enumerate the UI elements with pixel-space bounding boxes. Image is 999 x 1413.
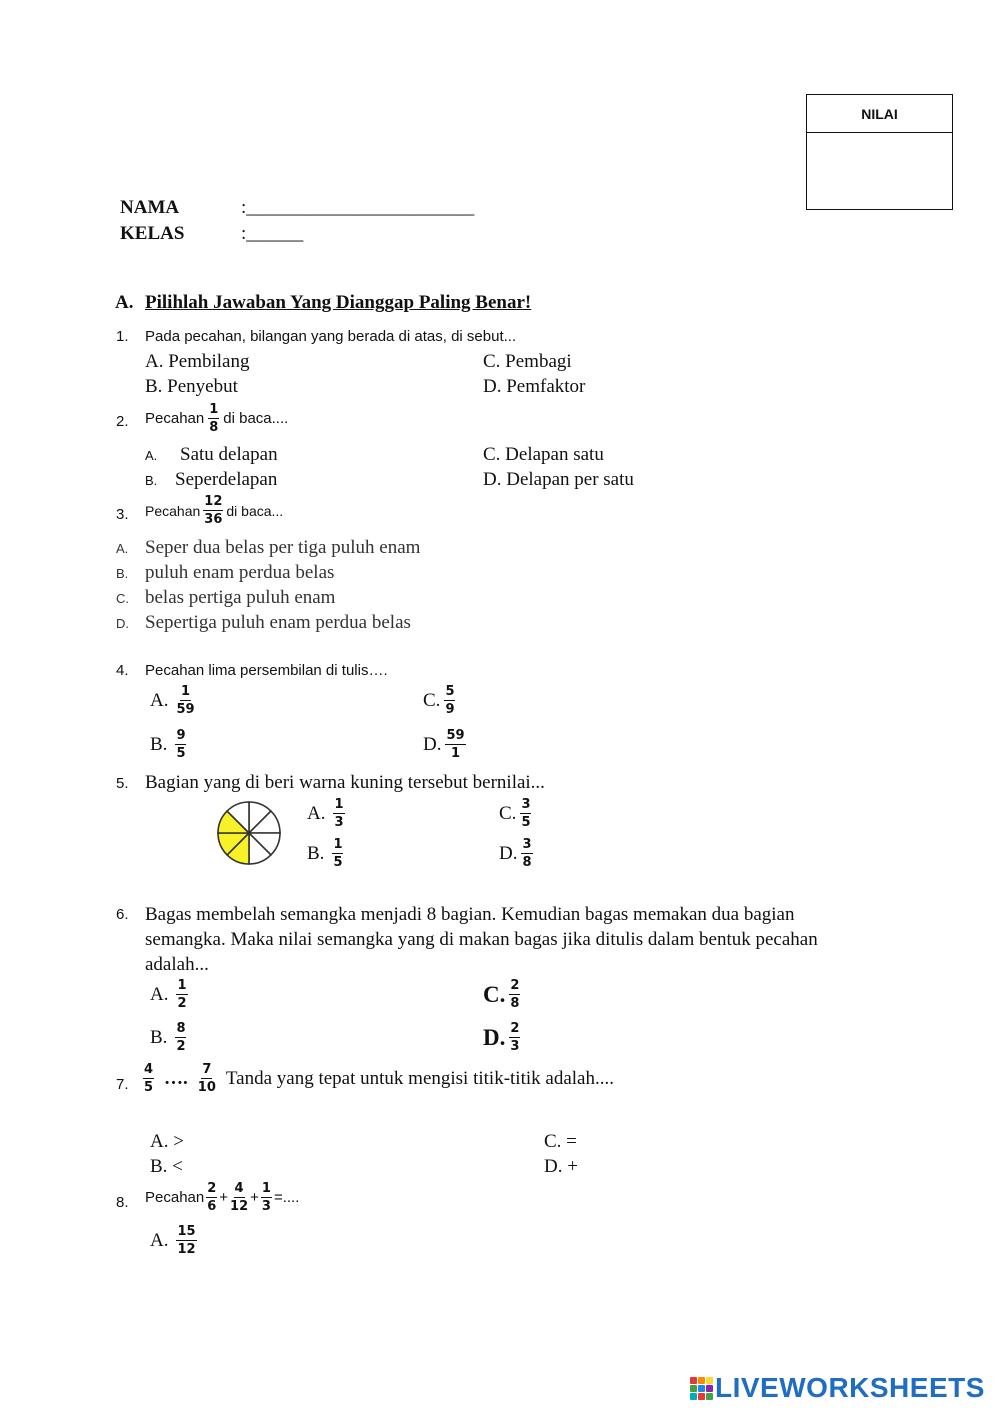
q5-option-c-fraction: $\frac{3}{5}$: [521, 797, 531, 830]
q2-option-b[interactable]: Seperdelapan: [175, 469, 278, 490]
q4-option-b-letter: B.: [150, 733, 168, 755]
q4-option-d[interactable]: [423, 728, 466, 761]
q8-option-a-letter: A.: [150, 1229, 169, 1251]
q5-text: Bagian yang di beri warna kuning tersebut bernilai...: [145, 772, 545, 793]
q5-option-a[interactable]: [307, 797, 345, 830]
q7-option-c[interactable]: C. =: [544, 1131, 577, 1152]
q8-option-a[interactable]: [150, 1224, 197, 1257]
q6-option-a[interactable]: [150, 978, 188, 1011]
q6-option-d-letter: D.: [483, 1024, 506, 1050]
q4-option-a-fraction: $\frac{1}{59}$: [176, 684, 195, 717]
q6-option-d[interactable]: [483, 1021, 520, 1054]
q2-number: 2.: [116, 413, 129, 430]
q3-option-d-letter: D.: [116, 616, 129, 631]
q7-dots: ….: [164, 1067, 188, 1089]
name-field[interactable]: :________________________: [241, 197, 475, 218]
q8-tail: =....: [273, 1189, 300, 1206]
q4-option-d-fraction: $\frac{59}{1}$: [446, 728, 465, 761]
q6-number: 6.: [116, 906, 129, 923]
logo-grid-icon: [690, 1377, 713, 1400]
q4-option-c-fraction: $\frac{5}{9}$: [445, 684, 455, 717]
q4-text: Pecahan lima persembilan di tulis….: [145, 662, 388, 679]
q7-stem: [143, 1062, 614, 1095]
q1-option-c[interactable]: C. Pembagi: [483, 351, 572, 372]
q7-option-d[interactable]: D. +: [544, 1156, 578, 1177]
q3-option-b-letter: B.: [116, 566, 129, 581]
q5-pie-chart: [215, 799, 283, 867]
q3-option-c-letter: C.: [116, 591, 129, 606]
q3-option-a[interactable]: Seper dua belas per tiga puluh enam: [145, 537, 421, 558]
q6-option-c-letter: C.: [483, 981, 506, 1007]
q8-fraction-3: $\frac{1}{3}$: [261, 1181, 271, 1214]
q8-option-a-fraction: $\frac{15}{12}$: [177, 1224, 196, 1257]
q6-text-line3: adalah...: [145, 954, 209, 975]
q5-option-b[interactable]: [307, 837, 343, 870]
q4-option-c[interactable]: [423, 684, 455, 717]
q7-text: Tanda yang tepat untuk mengisi titik-titik adalah....: [225, 1067, 614, 1089]
q2-option-d[interactable]: D. Delapan per satu: [483, 469, 634, 490]
q5-option-a-letter: A.: [307, 802, 326, 824]
q1-number: 1.: [116, 328, 129, 345]
q2-fraction: $\frac{1}{8}$: [209, 402, 219, 435]
q4-option-c-letter: C.: [423, 689, 441, 711]
q2-text-before: Pecahan: [145, 410, 205, 427]
q4-option-b-fraction: $\frac{9}{5}$: [176, 728, 186, 761]
section-letter: A.: [115, 292, 134, 313]
score-box: [806, 94, 953, 210]
q7-option-a[interactable]: A. >: [150, 1131, 184, 1152]
class-field[interactable]: :______: [241, 223, 304, 244]
q3-text-after: di baca...: [226, 502, 284, 519]
q4-option-a[interactable]: [150, 684, 195, 717]
q3-option-c[interactable]: belas pertiga puluh enam: [145, 587, 336, 608]
q6-option-d-fraction: $\frac{2}{3}$: [510, 1021, 520, 1054]
q5-option-b-fraction: $\frac{1}{5}$: [333, 837, 343, 870]
q4-option-a-letter: A.: [150, 689, 169, 711]
q5-option-b-letter: B.: [307, 842, 325, 864]
name-label: NAMA: [120, 197, 180, 218]
q3-text-before: Pecahan: [145, 502, 201, 519]
q3-number: 3.: [116, 506, 129, 523]
q4-number: 4.: [116, 662, 129, 679]
q5-option-d-letter: D.: [499, 842, 518, 864]
q2-option-a-letter: A.: [145, 448, 158, 463]
q6-option-b[interactable]: [150, 1021, 186, 1054]
q4-option-b[interactable]: [150, 728, 186, 761]
q3-stem: [145, 494, 283, 527]
q3-fraction: $\frac{12}{36}$: [204, 494, 223, 527]
q3-option-d[interactable]: Sepertiga puluh enam perdua belas: [145, 612, 411, 633]
q5-number: 5.: [116, 775, 129, 792]
q7-number: 7.: [116, 1076, 129, 1093]
q5-option-d[interactable]: [499, 837, 533, 870]
q7-option-b[interactable]: B. <: [150, 1156, 183, 1177]
q2-option-b-letter: B.: [145, 473, 158, 488]
q3-option-a-letter: A.: [116, 541, 129, 556]
q6-option-b-letter: B.: [150, 1026, 168, 1048]
q8-plus-1: +: [219, 1189, 229, 1206]
q5-option-c[interactable]: [499, 797, 531, 830]
score-box-title: NILAI: [807, 95, 952, 133]
q6-text-line2: semangka. Maka nilai semangka yang di makan bagas jika ditulis dalam bentuk pecahan: [145, 929, 818, 950]
section-title: Pilihlah Jawaban Yang Dianggap Paling Benar!: [145, 292, 532, 313]
q6-option-b-fraction: $\frac{8}{2}$: [176, 1021, 186, 1054]
q2-stem: [145, 402, 288, 435]
liveworksheets-logo: [690, 1372, 985, 1404]
q7-fraction-1: $\frac{4}{5}$: [144, 1062, 154, 1095]
q2-option-a[interactable]: Satu delapan: [180, 444, 278, 465]
q1-option-d[interactable]: D. Pemfaktor: [483, 376, 586, 397]
q1-option-b[interactable]: B. Penyebut: [145, 376, 238, 397]
q5-option-a-fraction: $\frac{1}{3}$: [334, 797, 344, 830]
q3-option-b[interactable]: puluh enam perdua belas: [145, 562, 335, 583]
q1-option-a[interactable]: A. Pembilang: [145, 351, 250, 372]
q1-text: Pada pecahan, bilangan yang berada di atas, di sebut...: [145, 328, 517, 345]
q8-fraction-2: $\frac{4}{12}$: [230, 1181, 249, 1214]
logo-text: LIVEWORKSHEETS: [715, 1372, 985, 1403]
q8-number: 8.: [116, 1194, 129, 1211]
q8-fraction-1: $\frac{2}{6}$: [207, 1181, 217, 1214]
q5-option-c-letter: C.: [499, 802, 517, 824]
q2-option-c[interactable]: C. Delapan satu: [483, 444, 604, 465]
q2-text-after: di baca....: [223, 410, 289, 427]
q8-plus-2: +: [250, 1189, 259, 1206]
q4-option-d-letter: D.: [423, 733, 442, 755]
q6-option-c[interactable]: [483, 978, 520, 1011]
q6-option-a-letter: A.: [150, 983, 169, 1005]
q8-text-before: Pecahan: [145, 1189, 205, 1206]
q6-option-a-fraction: $\frac{1}{2}$: [177, 978, 187, 1011]
class-label: KELAS: [120, 223, 185, 244]
q5-option-d-fraction: $\frac{3}{8}$: [522, 837, 532, 870]
score-field[interactable]: [807, 133, 952, 209]
q7-fraction-2: $\frac{7}{10}$: [197, 1062, 216, 1095]
q6-text-line1: Bagas membelah semangka menjadi 8 bagian. Kemudian bagas memakan dua bagian: [145, 904, 795, 925]
q8-stem: [145, 1181, 299, 1214]
q6-option-c-fraction: $\frac{2}{8}$: [510, 978, 520, 1011]
